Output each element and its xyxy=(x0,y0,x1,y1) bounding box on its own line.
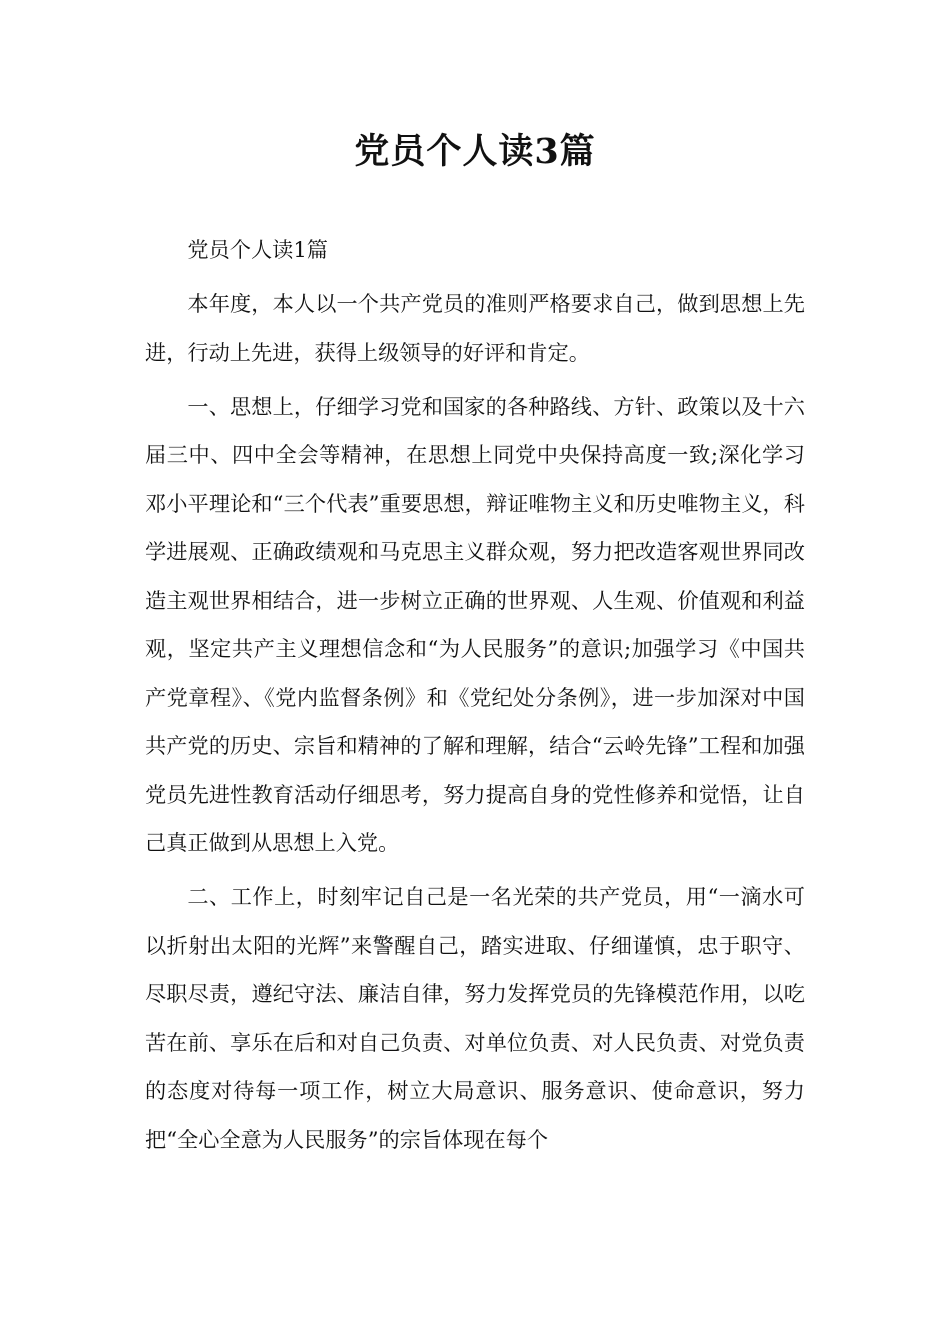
section-heading: 党员个人读1篇 xyxy=(187,237,328,262)
paragraph-intro: 本年度，本人以一个共产党员的准则严格要求自己，做到思想上先进，行动上先进，获得上级领导的好评和肯定。 xyxy=(145,291,805,365)
paragraph-work: 二、工作上，时刻牢记自己是一名光荣的共产党员，用“一滴水可以折射出太阳的光辉”来警醒自己，踏实进取、仔细谨慎，忠于职守、尽职尽责，遵纪守法、廉洁自律，努力发挥党员的先锋模范作用，以吃苦在前、享乐在后和对自己负责、对单位负责、对人民负责、对党负责的态度对待每一项工作，树立大局意识、服务意识、使命意识，努力把“全心全意为人民服务”的宗旨体现在每个 xyxy=(145,884,805,1152)
document-title: 党员个人读3篇 xyxy=(354,131,596,172)
document-body xyxy=(145,226,805,1170)
paragraph-thought: 一、思想上，仔细学习党和国家的各种路线、方针、政策以及十六届三中、四中全会等精神，在思想上同党中央保持高度一致;深化学习邓小平理论和“三个代表”重要思想，辩证唯物主义和历史唯物主义，科学进展观、正确政绩观和马克思主义群众观，努力把改造客观世界同改造主观世界相结合，进一步树立正确的世界观、人生观、价值观和利益观，坚定共产主义理想信念和“为人民服务”的意识;加强学习《中国共产党章程》、《党内监督条例》和《党纪处分条例》，进一步加深对中国共产党的历史、宗旨和精神的了解和理解，结合“云岭先锋”工程和加强党员先进性教育活动仔细思考，努力提高自身的党性修养和觉悟，让自己真正做到从思想上入党。 xyxy=(145,393,805,855)
